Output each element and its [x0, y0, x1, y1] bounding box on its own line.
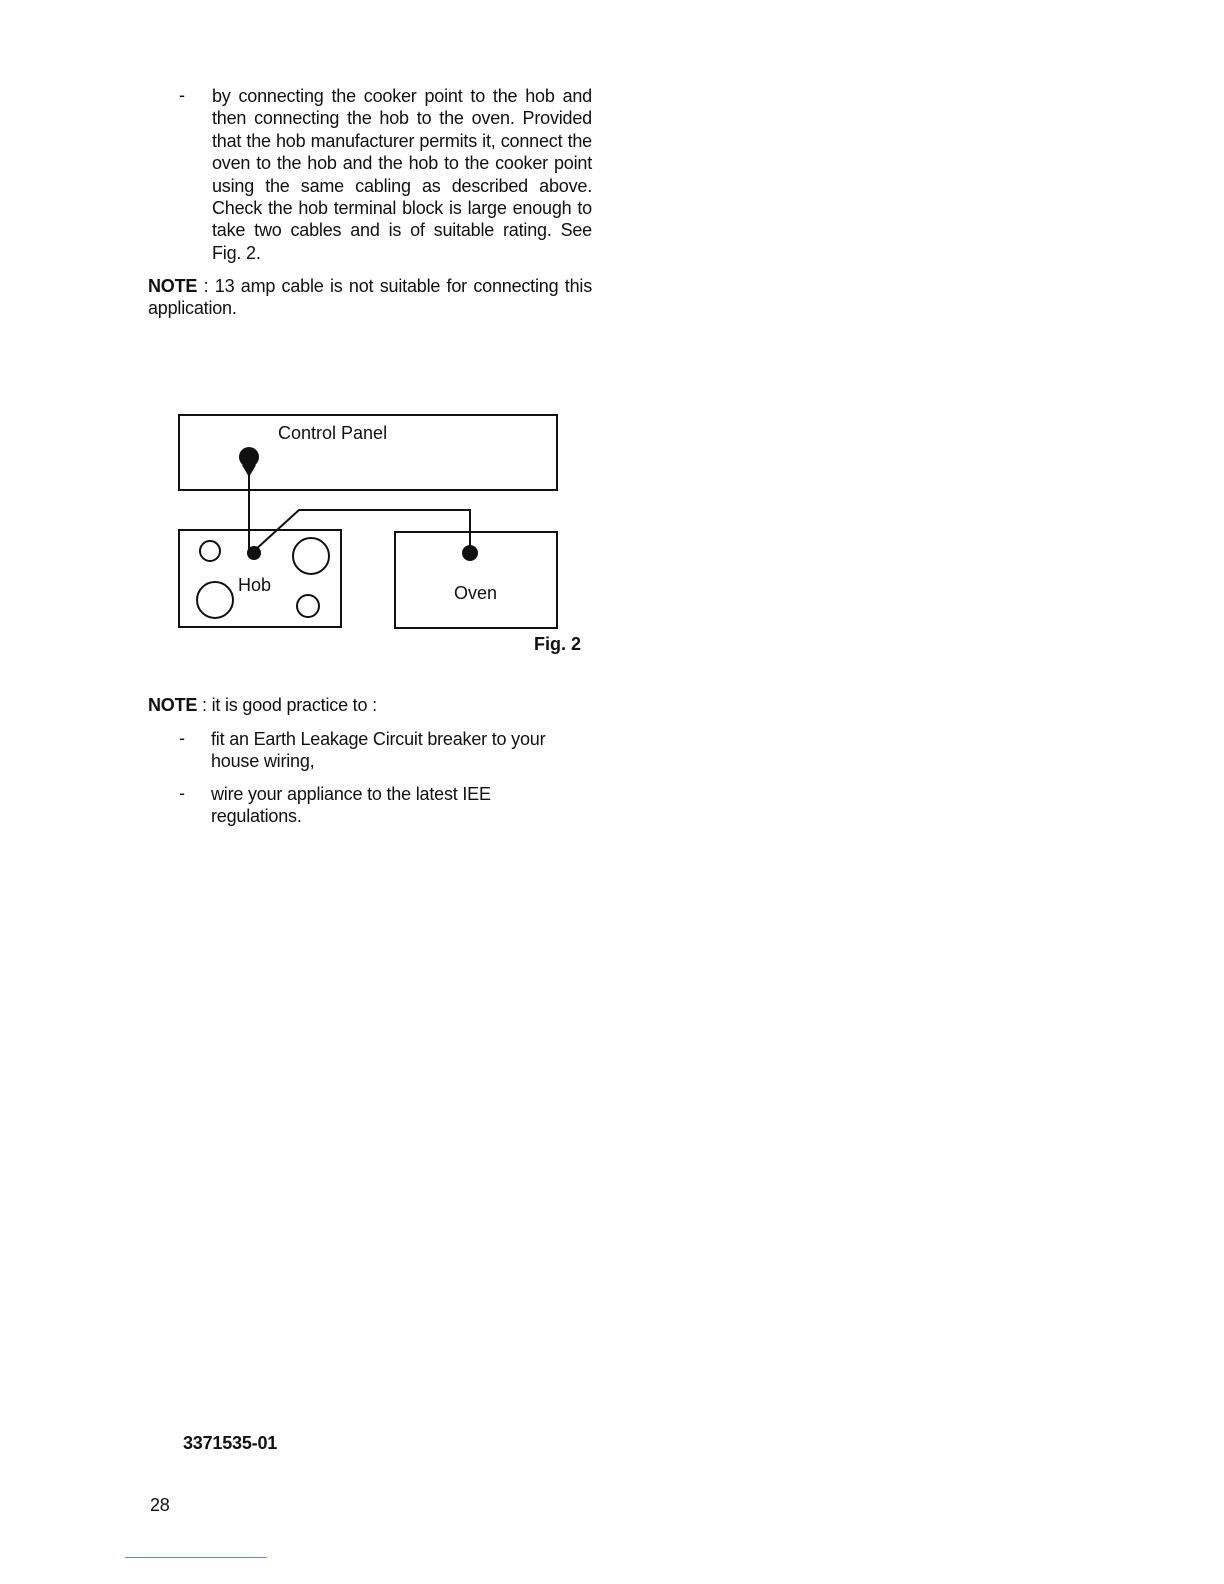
hob-terminal [247, 546, 261, 560]
list-item: wire your appliance to the latest IEE regulations. [211, 784, 491, 827]
hob-burner-large-left [197, 582, 233, 618]
list-item-marker: - [179, 783, 185, 803]
control-panel-terminal [239, 447, 259, 467]
note-paragraph [148, 275, 592, 320]
oven-label: Oven [454, 583, 498, 603]
bullet-paragraph: by connecting the cooker point to the hob and then connecting the hob to the oven. Provided that the hob manufacturer permits it, connect the oven to the hob and the hob to the cooker point using the same cabling as described above. Check the hob terminal block is large enough to take two cables and is of suitable rating. See Fig. 2. [212, 86, 592, 263]
hob-label: Hob [238, 575, 272, 595]
bullet-marker: - [179, 85, 185, 105]
control-panel-terminal-tail [242, 465, 256, 477]
note2-text: : it is good practice to : [197, 695, 377, 715]
page-number: 28 [150, 1495, 170, 1515]
oven-terminal [462, 545, 478, 561]
footer-rule [125, 1557, 267, 1558]
oven-box [395, 532, 557, 628]
wiring-diagram [170, 405, 600, 665]
note2-paragraph [148, 694, 592, 716]
note-label: NOTE [148, 276, 198, 296]
figure-caption: Fig. 2 [534, 634, 582, 654]
note-text: : 13 amp cable is not suitable for connecting this application. [148, 276, 592, 319]
note2-label: NOTE [148, 695, 198, 715]
document-number: 3371535-01 [183, 1433, 278, 1453]
list-item-marker: - [179, 728, 185, 748]
hob-burner-small-left [200, 541, 220, 561]
hob-burner-large-right [293, 538, 329, 574]
control-panel-label: Control Panel [278, 423, 388, 443]
hob-burner-small-right [297, 595, 319, 617]
list-item: fit an Earth Leakage Circuit breaker to your house wiring, [211, 729, 546, 772]
